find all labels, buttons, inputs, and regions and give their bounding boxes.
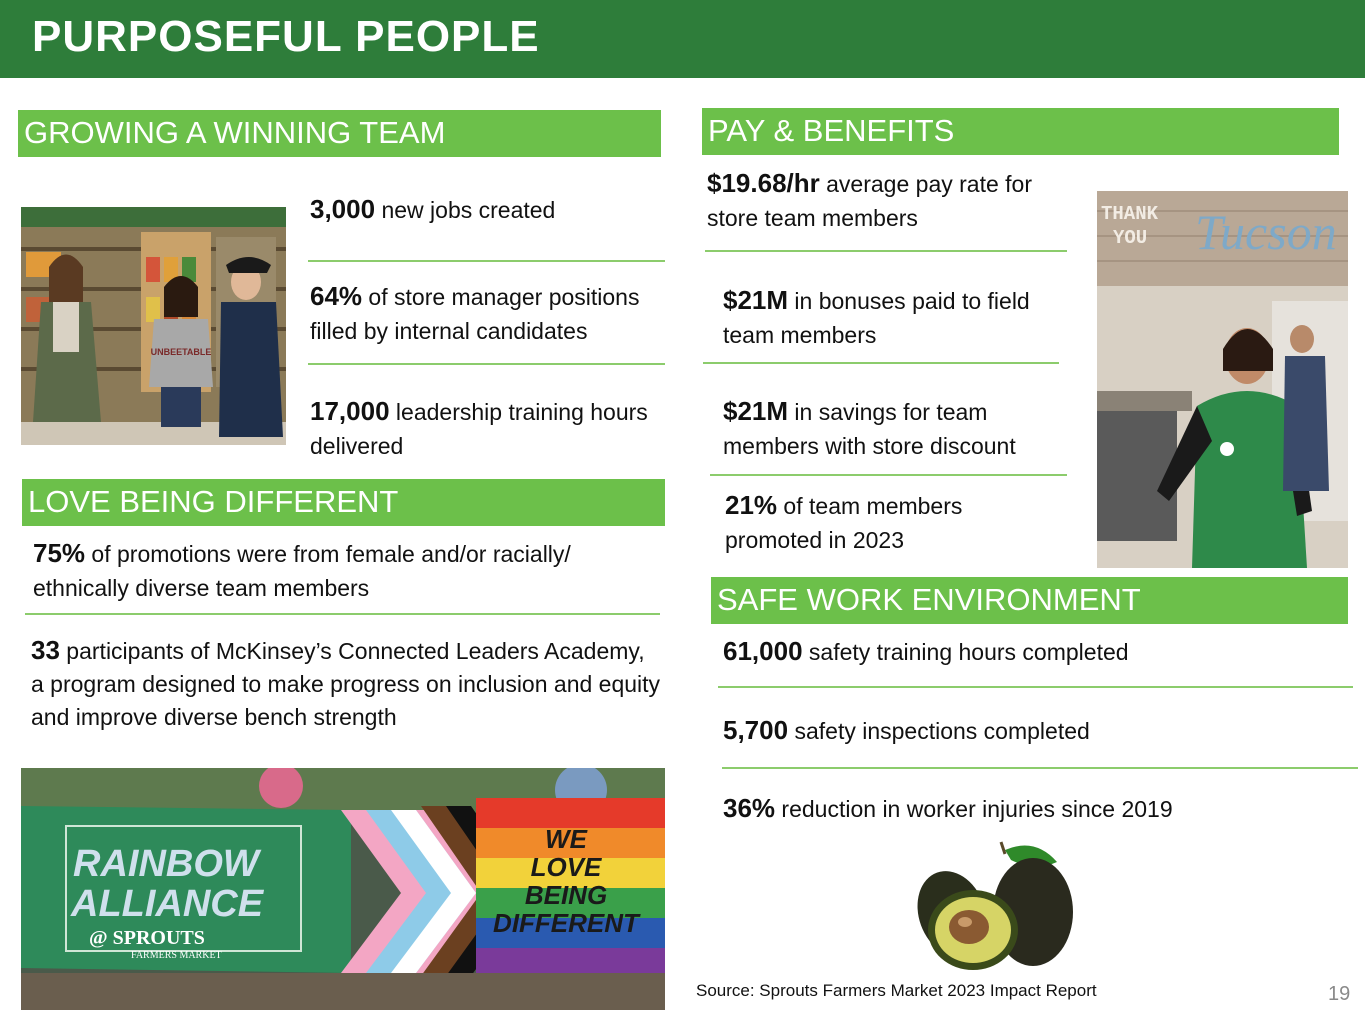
divider [308, 260, 665, 262]
banner-right3: BEING [524, 880, 608, 910]
divider [718, 686, 1353, 688]
stat-mckinsey-participants [31, 634, 661, 734]
stat-text: reduction in worker injuries since 2019 [775, 796, 1173, 822]
stat-value: 17,000 [310, 396, 390, 426]
section-heading-pay: PAY & BENEFITS [702, 108, 1339, 155]
banner-right4: DIFFERENT [493, 908, 639, 938]
stat-text: of team members promoted in 2023 [725, 493, 963, 553]
banner-right1: WE [545, 824, 587, 854]
stat-text: of promotions were from female and/or racially/ ethnically diverse team members [33, 541, 571, 601]
team-members-store-photo [21, 207, 286, 445]
stat-safety-training [723, 634, 1343, 669]
banner-line2: ALLIANCE [71, 883, 264, 925]
stat-value: 3,000 [310, 194, 376, 224]
stat-value: $21M [723, 396, 789, 426]
stat-text: in bonuses paid to field team members [723, 288, 1030, 348]
page-header-bar [0, 0, 1365, 78]
stat-text: average pay rate for store team members [707, 171, 1032, 231]
divider [308, 363, 665, 365]
shirt-text: UNBEETABLE [150, 347, 212, 357]
stat-value: 33 [31, 635, 60, 665]
divider [710, 474, 1067, 476]
stat-value: $19.68/hr [707, 168, 820, 198]
stat-text: safety inspections completed [788, 718, 1090, 744]
stat-value: 61,000 [723, 636, 803, 666]
divider [703, 362, 1059, 364]
stat-injury-reduction [723, 791, 1343, 826]
divider [722, 767, 1358, 769]
stat-value: 21% [725, 490, 778, 520]
stat-text: leadership training hours delivered [310, 399, 648, 459]
stat-average-pay [707, 166, 1047, 235]
banner-line1: RAINBOW [73, 843, 259, 885]
section-heading-growing: GROWING A WINNING TEAM [18, 110, 661, 157]
stat-safety-inspections [723, 713, 1343, 748]
page-title: PURPOSEFUL PEOPLE [32, 12, 540, 61]
stat-text: in savings for team members with store discount [723, 399, 1016, 459]
rainbow-alliance-banner-photo [21, 768, 665, 1010]
stat-value: $21M [723, 285, 789, 315]
stat-text: safety training hours completed [802, 639, 1129, 665]
stat-promoted [725, 488, 1025, 557]
sign-line1: THANK [1101, 203, 1159, 225]
divider [25, 613, 660, 615]
sign-script: Tucson [1195, 204, 1337, 260]
stat-value: 36% [723, 793, 776, 823]
banner-sub: FARMERS MARKET [131, 950, 222, 961]
stat-value: 5,700 [723, 715, 789, 745]
stat-internal-managers [310, 279, 670, 348]
banner-right2: LOVE [530, 852, 602, 882]
stat-value: 64% [310, 281, 363, 311]
stat-bonuses [723, 283, 1068, 352]
avocado-image [905, 832, 1075, 974]
stat-text: participants of McKinsey’s Connected Leaders Academy, a program designed to make progress on inclusion and equity and improve diverse bench strength [31, 638, 661, 730]
stat-leadership-training [310, 394, 660, 463]
sign-line2: YOU [1113, 227, 1148, 249]
stat-text: new jobs created [375, 197, 556, 223]
banner-brand: @ SPROUTS [89, 927, 205, 949]
source-citation: Source: Sprouts Farmers Market 2023 Impact Report [696, 981, 1097, 1000]
section-heading-safe: SAFE WORK ENVIRONMENT [711, 577, 1348, 624]
section-heading-love: LOVE BEING DIFFERENT [22, 479, 665, 526]
stat-diverse-promotions [33, 536, 653, 605]
stat-store-discount [723, 394, 1068, 463]
stat-text: of store manager positions filled by internal candidates [310, 284, 640, 344]
cashier-photo [1097, 191, 1348, 568]
page-number: 19 [1328, 983, 1351, 1005]
stat-new-jobs [310, 192, 670, 227]
divider [705, 250, 1067, 252]
stat-value: 75% [33, 538, 86, 568]
